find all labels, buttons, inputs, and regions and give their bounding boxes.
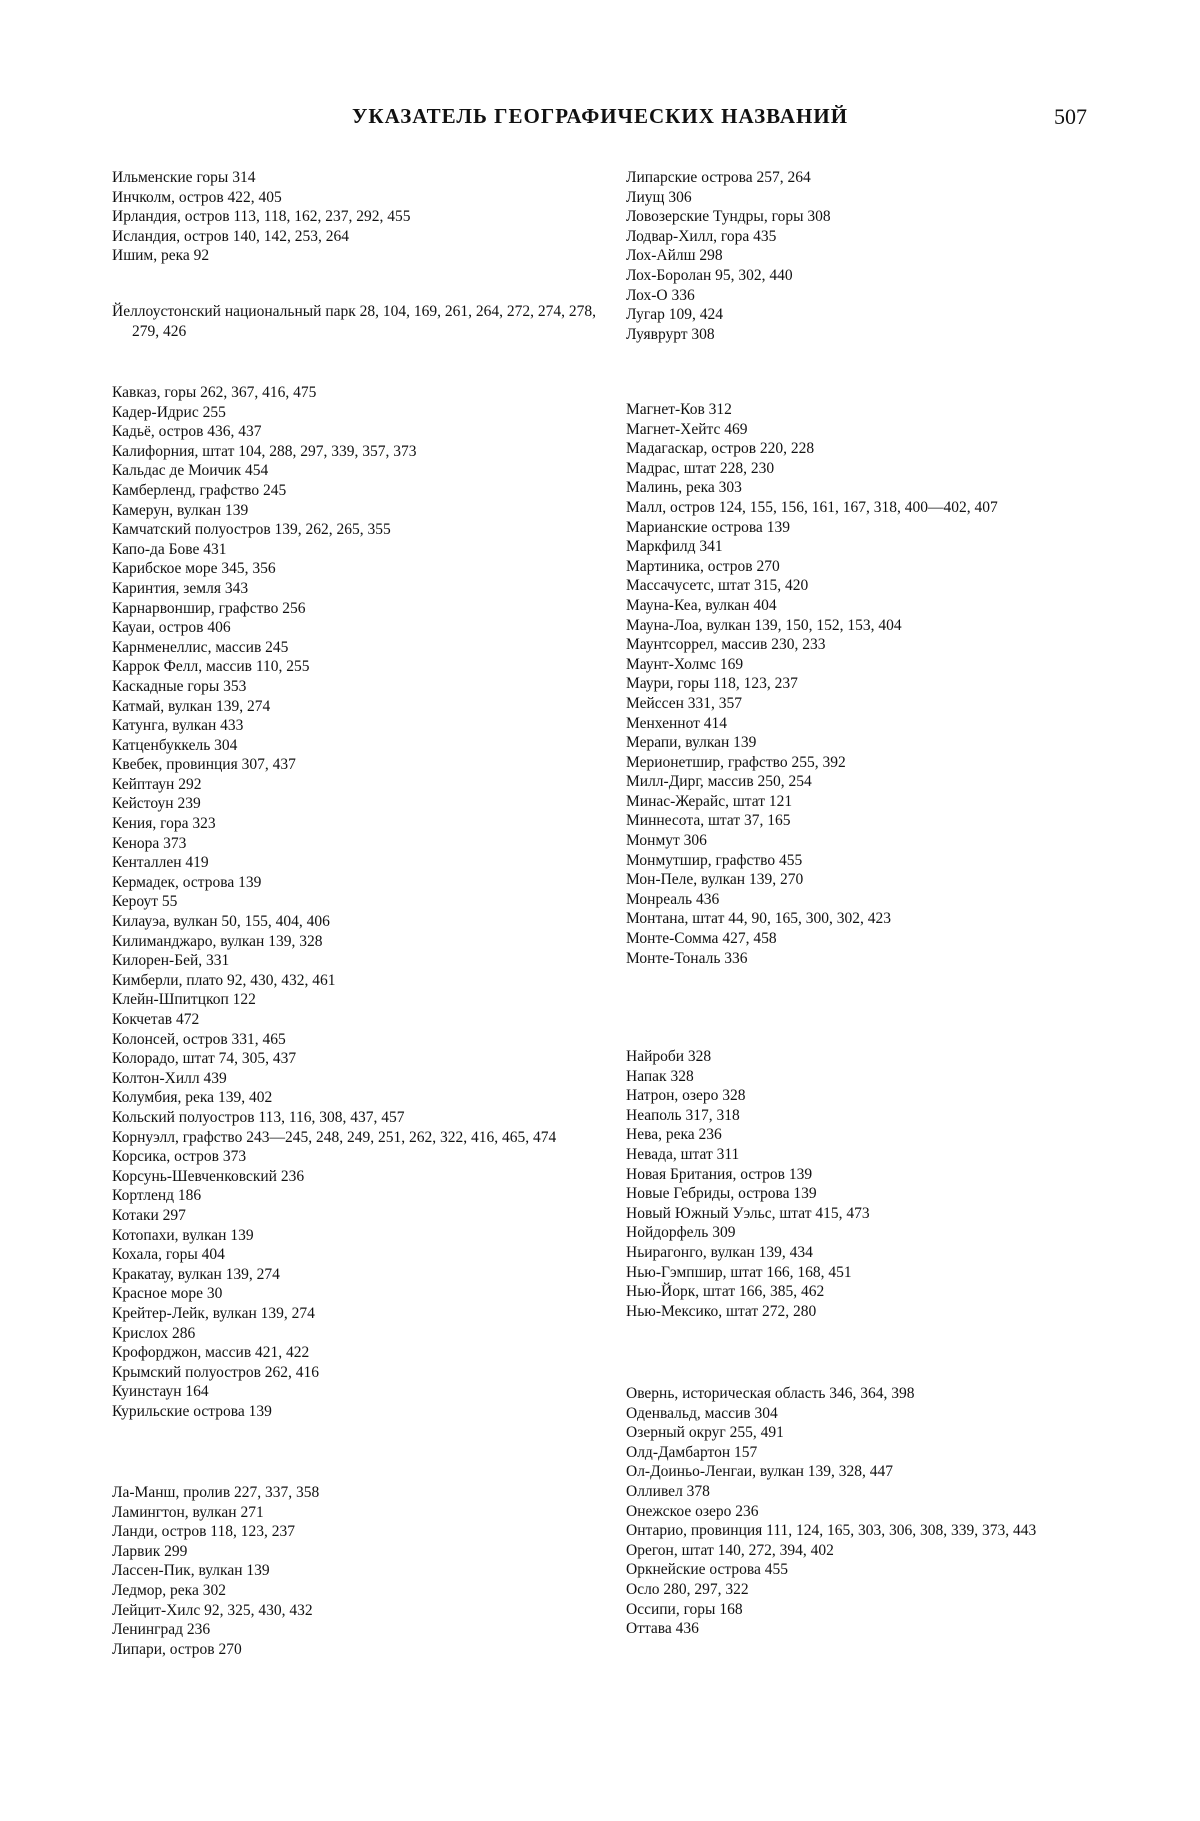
index-entry: Ла-Манш, пролив 227, 337, 358: [112, 1484, 320, 1501]
index-entry: Овернь, историческая область 346, 364, 398: [626, 1385, 915, 1402]
index-entry: Монтана, штат 44, 90, 165, 300, 302, 423: [626, 910, 891, 928]
index-entry: Катмай, вулкан 139, 274: [112, 697, 271, 715]
index-entry: Калифорния, штат 104, 288, 297, 339, 357, 373: [112, 442, 417, 460]
index-entry: Ламингтон, вулкан 271: [112, 1503, 264, 1521]
index-entry: Камерун, вулкан 139: [112, 501, 249, 519]
index-entry: Маунт-Холмс 169: [626, 655, 744, 673]
index-entry: Мадрас, штат 228, 230: [626, 459, 775, 477]
index-entry: Котопахи, вулкан 139: [112, 1226, 254, 1244]
index-entry: Мадагаскар, остров 220, 228: [626, 440, 815, 458]
index-entry: Милл-Дирг, массив 250, 254: [626, 773, 812, 791]
index-entry: Катунга, вулкан 433: [112, 717, 244, 735]
index-entry: Каринтия, земля 343: [112, 579, 249, 597]
index-entry: Монмут 306: [626, 832, 707, 850]
index-entry: Липари, остров 270: [112, 1640, 242, 1658]
index-entry: Липарские острова 257, 264: [626, 169, 811, 186]
index-entry: Неаполь 317, 318: [626, 1106, 740, 1124]
index-entry: Карибское море 345, 356: [112, 560, 276, 578]
index-entry: Кальдас де Моичик 454: [112, 462, 269, 480]
index-entry: Лох-Боролан 95, 302, 440: [626, 266, 793, 284]
index-entry: Мон-Пеле, вулкан 139, 270: [626, 871, 804, 889]
index-entry: Нью-Гэмпшир, штат 166, 168, 451: [626, 1263, 852, 1281]
index-entry: Карнарвоншир, графство 256: [112, 599, 306, 617]
index-entry: Мауна-Кеа, вулкан 404: [626, 596, 777, 614]
index-entry: Кадер-Идрис 255: [112, 403, 226, 421]
index-entry: Колонсей, остров 331, 465: [112, 1030, 286, 1048]
index-entry: Оркнейские острова 455: [626, 1561, 789, 1579]
index-entry: Кокчетав 472: [112, 1011, 200, 1028]
index-group-n: [626, 1047, 1126, 1321]
index-entry: Камчатский полуостров 139, 262, 265, 355: [112, 521, 391, 539]
index-entry: Малинь, река 303: [626, 479, 742, 497]
index-entry: Новый Южный Уэльс, штат 415, 473: [626, 1204, 870, 1222]
index-entry: Корсика, остров 373: [112, 1148, 247, 1166]
index-entry: Монмутшир, графство 455: [626, 851, 803, 869]
index-entry: Крейтер-Лейк, вулкан 139, 274: [112, 1304, 315, 1322]
index-entry: Кения, гора 323: [112, 815, 216, 833]
index-entry: Колорадо, штат 74, 305, 437: [112, 1050, 297, 1068]
index-entry: Напак 328: [626, 1067, 694, 1085]
index-entry: Нева, река 236: [626, 1126, 722, 1144]
index-entry: Килауэа, вулкан 50, 155, 404, 406: [112, 913, 330, 931]
index-entry: Кенталлен 419: [112, 854, 209, 872]
index-entry: Исландия, остров 140, 142, 253, 264: [112, 227, 349, 245]
index-entry: Кадьё, остров 436, 437: [112, 423, 262, 441]
index-entry: Килиманджаро, вулкан 139, 328: [112, 932, 323, 950]
index-entry: Маури, горы 118, 123, 237: [626, 675, 798, 693]
index-entry: Кортленд 186: [112, 1187, 202, 1205]
index-entry: Капо-да Бове 431: [112, 540, 227, 558]
index-entry: Ирландия, остров 113, 118, 162, 237, 292, 455: [112, 208, 411, 226]
index-entry: Маунтсоррел, массив 230, 233: [626, 636, 826, 654]
index-entry: Нью-Йорк, штат 166, 385, 462: [626, 1283, 825, 1301]
index-entry: Мерапи, вулкан 139: [626, 734, 757, 752]
index-entry: Онежское озеро 236: [626, 1502, 759, 1520]
index-entry: Магнет-Хейтс 469: [626, 420, 748, 438]
index-entry: Мартиника, остров 270: [626, 557, 780, 575]
index-entry: Ол-Доиньо-Ленгаи, вулкан 139, 328, 447: [626, 1463, 894, 1481]
index-entry: Монте-Тональ 336: [626, 949, 748, 967]
index-entry: Корнуэлл, графство 243—245, 248, 249, 251, 262, 322, 416, 465, 474: [112, 1128, 557, 1146]
index-entry: Крымский полуостров 262, 416: [112, 1363, 320, 1381]
index-entry: Камберленд, графство 245: [112, 481, 287, 499]
index-entry: Олд-Дамбартон 157: [626, 1443, 758, 1461]
index-group-i: [112, 168, 612, 266]
index-entry: Колумбия, река 139, 402: [112, 1089, 273, 1107]
index-entry: Лиущ 306: [626, 188, 692, 206]
index-group-m: [626, 400, 1126, 968]
index-entry: Лодвар-Хилл, гора 435: [626, 227, 777, 245]
index-entry: Невада, штат 311: [626, 1145, 740, 1163]
index-entry: Ларвик 299: [112, 1542, 188, 1560]
index-entry: Новая Британия, остров 139: [626, 1165, 813, 1183]
index-entry: Онтарио, провинция 111, 124, 165, 303, 306, 308, 339, 373, 443: [626, 1522, 1037, 1540]
index-entry: Кимберли, плато 92, 430, 432, 461: [112, 971, 336, 989]
index-entry: Лох-Айлш 298: [626, 247, 723, 265]
index-entry: Нью-Мексико, штат 272, 280: [626, 1302, 817, 1320]
index-entry: Ловозерские Тундры, горы 308: [626, 208, 831, 226]
index-entry: Ишим, река 92: [112, 247, 210, 265]
index-entry: Корсунь-Шевченковский 236: [112, 1167, 305, 1185]
index-entry: Кольский полуостров 113, 116, 308, 437, 457: [112, 1108, 405, 1126]
index-entry: Ленинград 236: [112, 1621, 211, 1639]
index-entry: Куинстаун 164: [112, 1383, 209, 1401]
index-entry: Кейптаун 292: [112, 775, 202, 793]
index-entry: Килорен-Бей, 331: [112, 952, 230, 970]
index-entry: Крофорджон, массив 421, 422: [112, 1344, 310, 1362]
page-number: 507: [1054, 104, 1087, 129]
index-entry: Йеллоустонский национальный парк 28, 104, 169, 261, 264, 272, 274, 278, 279, 426: [112, 303, 597, 340]
index-entry: Миннесота, штат 37, 165: [626, 812, 791, 830]
index-entry: Натрон, озеро 328: [626, 1087, 746, 1105]
index-entry: Каррок Фелл, массив 110, 255: [112, 658, 310, 676]
index-entry: Оттава 436: [626, 1620, 699, 1638]
index-entry: Ланди, остров 118, 123, 237: [112, 1523, 295, 1541]
index-group-k: [112, 383, 612, 1421]
index-entry: Кероут 55: [112, 893, 178, 911]
index-entry: Крислох 286: [112, 1324, 196, 1342]
index-entry: Кракатау, вулкан 139, 274: [112, 1265, 280, 1283]
index-entry: Кавказ, горы 262, 367, 416, 475: [112, 384, 317, 401]
index-entry: Карнменеллис, массив 245: [112, 638, 289, 656]
index-entry: Колтон-Хилл 439: [112, 1069, 227, 1087]
index-entry: Красное море 30: [112, 1285, 223, 1303]
index-entry: Лугар 109, 424: [626, 306, 723, 324]
index-entry: Орегон, штат 140, 272, 394, 402: [626, 1541, 834, 1559]
index-entry: Менхеннот 414: [626, 714, 728, 732]
index-entry: Малл, остров 124, 155, 156, 161, 167, 318, 400—402, 407: [626, 498, 998, 516]
index-entry: Каскадные горы 353: [112, 677, 247, 695]
index-entry: Маркфилд 341: [626, 538, 723, 556]
index-entry: Кенора 373: [112, 834, 187, 852]
index-entry: Кохала, горы 404: [112, 1246, 225, 1264]
index-entry: Инчколм, остров 422, 405: [112, 188, 282, 206]
index-entry: Ильменские горы 314: [112, 169, 256, 186]
index-entry: Лассен-Пик, вулкан 139: [112, 1562, 270, 1580]
index-entry: Луяврурт 308: [626, 325, 715, 343]
index-entry: Мерионетшир, графство 255, 392: [626, 753, 846, 771]
index-entry: Монте-Сомма 427, 458: [626, 930, 777, 948]
index-entry: Олливел 378: [626, 1482, 710, 1500]
index-entry: Новые Гебриды, острова 139: [626, 1185, 817, 1203]
index-entry: Магнет-Ков 312: [626, 401, 732, 418]
index-group-l-cont: [626, 168, 1126, 344]
index-entry: Кауаи, остров 406: [112, 619, 231, 637]
index-entry: Котаки 297: [112, 1206, 186, 1224]
index-entry: Квебек, провинция 307, 437: [112, 756, 296, 774]
index-group-l: [112, 1483, 612, 1659]
index-group-i-short: [112, 302, 612, 341]
running-title: УКАЗАТЕЛЬ ГЕОГРАФИЧЕСКИХ НАЗВАНИЙ: [351, 104, 849, 128]
index-entry: Монреаль 436: [626, 890, 720, 908]
index-entry: Массачусетс, штат 315, 420: [626, 577, 809, 595]
index-entry: Кейстоун 239: [112, 795, 201, 813]
index-entry: Курильские острова 139: [112, 1402, 272, 1420]
index-entry: Нойдорфель 309: [626, 1224, 736, 1242]
index-entry: Лох-О 336: [626, 286, 695, 304]
index-entry: Ледмор, река 302: [112, 1581, 226, 1599]
index-entry: Ньирагонго, вулкан 139, 434: [626, 1243, 813, 1261]
index-entry: Оссипи, горы 168: [626, 1600, 743, 1618]
index-entry: Озерный округ 255, 491: [626, 1424, 784, 1442]
index-entry: Найроби 328: [626, 1048, 712, 1065]
index-entry: Кермадек, острова 139: [112, 873, 262, 891]
index-entry: Лейцит-Хилс 92, 325, 430, 432: [112, 1601, 313, 1619]
index-entry: Минас-Жерайс, штат 121: [626, 792, 793, 810]
index-entry: Мауна-Лоа, вулкан 139, 150, 152, 153, 404: [626, 616, 902, 634]
index-entry: Катценбуккель 304: [112, 736, 238, 754]
index-entry: Клейн-Шпитцкоп 122: [112, 991, 256, 1009]
index-entry: Марианские острова 139: [626, 518, 790, 536]
index-group-o: [626, 1384, 1126, 1639]
index-entry: Осло 280, 297, 322: [626, 1580, 749, 1598]
index-entry: Оденвальд, массив 304: [626, 1404, 778, 1422]
index-entry: Мейссен 331, 357: [626, 694, 743, 712]
